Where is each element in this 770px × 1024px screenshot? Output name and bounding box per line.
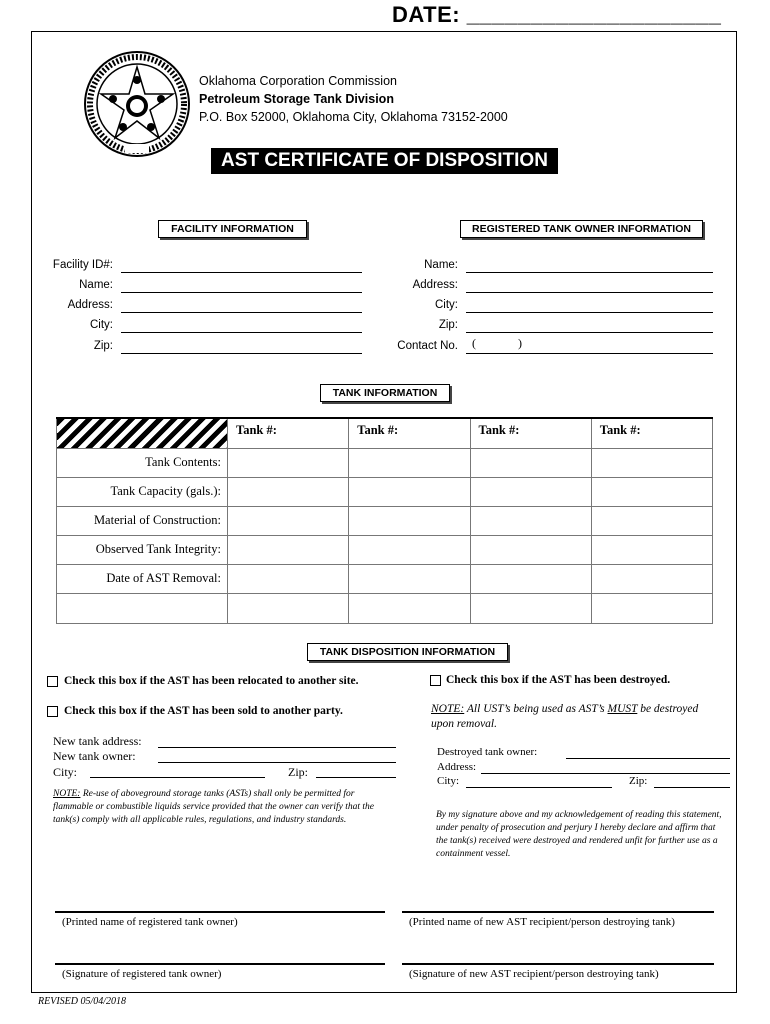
reuse-note-text: Re-use of aboveground storage tanks (ASTs) shall only be permitted for flammable or combustible liquids service provided that the owner can verify that the tank(s) comply with all applicable rules, regulations, and industry standards. bbox=[53, 789, 375, 825]
facility-zip-field[interactable] bbox=[121, 353, 362, 354]
tank-info-table bbox=[56, 417, 713, 624]
tank-column-header: Tank #: bbox=[470, 418, 591, 448]
destroyed-checkbox-label: Check this box if the AST has been destroyed. bbox=[446, 674, 671, 686]
destroyed-address-label: Address: bbox=[437, 761, 477, 773]
tank-column-header: Tank #: bbox=[228, 418, 349, 448]
printed-owner-name-label: (Printed name of registered tank owner) bbox=[62, 916, 238, 928]
owner-info-heading: REGISTERED TANK OWNER INFORMATION bbox=[460, 220, 703, 238]
new-tank-zip-field[interactable] bbox=[316, 777, 396, 778]
phone-area-code: ( ) bbox=[472, 336, 522, 350]
owner-city-label: City: bbox=[435, 299, 458, 311]
owner-contact-field[interactable] bbox=[466, 353, 713, 354]
owner-city-field[interactable] bbox=[466, 312, 713, 313]
tank-cell[interactable] bbox=[349, 448, 470, 477]
row-label-integrity: Observed Tank Integrity: bbox=[57, 535, 228, 564]
new-tank-address-field[interactable] bbox=[158, 747, 396, 748]
facility-name-field[interactable] bbox=[121, 292, 362, 293]
printed-recipient-name-label: (Printed name of new AST recipient/person destroying tank) bbox=[409, 916, 675, 928]
tank-cell[interactable] bbox=[591, 477, 712, 506]
destroyed-zip-field[interactable] bbox=[654, 787, 730, 788]
tank-cell[interactable] bbox=[349, 477, 470, 506]
tank-cell[interactable] bbox=[228, 448, 349, 477]
row-label-tank-capacity: Tank Capacity (gals.): bbox=[57, 477, 228, 506]
row-label-tank-contents: Tank Contents: bbox=[57, 448, 228, 477]
facility-id-label: Facility ID#: bbox=[52, 259, 113, 271]
table-row bbox=[57, 448, 713, 477]
facility-city-label: City: bbox=[90, 319, 113, 331]
tank-cell[interactable] bbox=[349, 506, 470, 535]
new-tank-city-label: City: bbox=[53, 765, 78, 779]
tank-cell[interactable] bbox=[349, 535, 470, 564]
printed-owner-name-line[interactable] bbox=[55, 911, 385, 913]
tank-cell[interactable] bbox=[228, 477, 349, 506]
tank-cell[interactable] bbox=[470, 535, 591, 564]
destroyed-city-label: City: bbox=[437, 775, 460, 787]
form-title: AST CERTIFICATE OF DISPOSITION bbox=[211, 148, 558, 174]
new-tank-city-field[interactable] bbox=[90, 777, 265, 778]
tank-cell[interactable] bbox=[591, 535, 712, 564]
facility-city-field[interactable] bbox=[121, 332, 362, 333]
tank-cell[interactable] bbox=[228, 564, 349, 593]
reuse-note-label: NOTE: bbox=[53, 789, 81, 799]
tank-cell[interactable] bbox=[470, 477, 591, 506]
row-label-material: Material of Construction: bbox=[57, 506, 228, 535]
owner-address-field[interactable] bbox=[466, 292, 713, 293]
revision-date: REVISED 05/04/2018 bbox=[38, 996, 127, 1007]
affirmation-statement: By my signature above and my acknowledgement of reading this statement, under penalty of prosecution and perjury I hereby declare and affirm that the tank(s) received were destroyed and rendered unfit for further use as a containment vessel. bbox=[436, 810, 722, 859]
destroyed-zip-label: Zip: bbox=[629, 775, 648, 787]
agency-block bbox=[199, 72, 508, 126]
hatched-cell bbox=[57, 418, 228, 448]
tank-cell[interactable] bbox=[228, 506, 349, 535]
date-field-label: DATE: ____________________ bbox=[392, 2, 722, 27]
facility-address-label: Address: bbox=[67, 299, 113, 311]
owner-name-field[interactable] bbox=[466, 272, 713, 273]
tank-cell[interactable] bbox=[591, 593, 712, 623]
owner-contact-label: Contact No. bbox=[397, 340, 458, 352]
recipient-signature-line[interactable] bbox=[402, 963, 714, 965]
facility-zip-label: Zip: bbox=[93, 340, 113, 352]
owner-signature-label: (Signature of registered tank owner) bbox=[62, 968, 222, 980]
tank-cell[interactable] bbox=[349, 593, 470, 623]
tank-column-header: Tank #: bbox=[349, 418, 470, 448]
tank-cell[interactable] bbox=[470, 593, 591, 623]
note-label: NOTE: bbox=[431, 703, 465, 715]
facility-info-heading: FACILITY INFORMATION bbox=[158, 220, 307, 238]
tank-cell[interactable] bbox=[591, 448, 712, 477]
owner-signature-line[interactable] bbox=[55, 963, 385, 965]
sold-checkbox[interactable] bbox=[47, 706, 58, 717]
note-must: MUST bbox=[607, 703, 638, 715]
printed-recipient-name-line[interactable] bbox=[402, 911, 714, 913]
agency-address: P.O. Box 52000, Oklahoma City, Oklahoma 73152-2000 bbox=[199, 110, 508, 124]
note-text-end: be destroyed upon removal. bbox=[431, 703, 699, 730]
destroyed-owner-label: Destroyed tank owner: bbox=[437, 746, 538, 758]
tank-cell[interactable] bbox=[228, 535, 349, 564]
tank-cell[interactable] bbox=[470, 506, 591, 535]
tank-cell[interactable] bbox=[349, 564, 470, 593]
agency-division: Petroleum Storage Tank Division bbox=[199, 92, 394, 106]
owner-zip-label: Zip: bbox=[438, 319, 458, 331]
table-row bbox=[57, 477, 713, 506]
sold-checkbox-label: Check this box if the AST has been sold to another party. bbox=[64, 705, 343, 717]
destroyed-checkbox[interactable] bbox=[430, 675, 441, 686]
facility-id-field[interactable] bbox=[121, 272, 362, 273]
destroyed-city-field[interactable] bbox=[466, 787, 612, 788]
table-row bbox=[57, 593, 713, 623]
facility-address-field[interactable] bbox=[121, 312, 362, 313]
ust-destroy-note bbox=[431, 702, 721, 732]
blank-cell bbox=[57, 593, 228, 623]
agency-name: Oklahoma Corporation Commission bbox=[199, 74, 397, 88]
row-label-removal-date: Date of AST Removal: bbox=[57, 564, 228, 593]
tank-column-header: Tank #: bbox=[591, 418, 712, 448]
note-text: All UST’s being used as AST’s bbox=[464, 703, 608, 715]
tank-info-heading: TANK INFORMATION bbox=[320, 384, 450, 402]
new-tank-owner-label: New tank owner: bbox=[53, 749, 136, 763]
state-seal-icon bbox=[83, 50, 191, 158]
reuse-note bbox=[53, 788, 393, 827]
tank-cell[interactable] bbox=[591, 564, 712, 593]
owner-address-label: Address: bbox=[412, 279, 458, 291]
tank-cell[interactable] bbox=[470, 564, 591, 593]
destroyed-owner-field[interactable] bbox=[566, 758, 730, 759]
disposition-heading: TANK DISPOSITION INFORMATION bbox=[307, 643, 508, 661]
tank-cell[interactable] bbox=[228, 593, 349, 623]
recipient-signature-label: (Signature of new AST recipient/person destroying tank) bbox=[409, 968, 659, 980]
table-row bbox=[57, 535, 713, 564]
relocated-checkbox[interactable] bbox=[47, 676, 58, 687]
tank-cell[interactable] bbox=[591, 506, 712, 535]
new-tank-address-label: New tank address: bbox=[53, 734, 142, 748]
new-tank-zip-label: Zip: bbox=[288, 765, 308, 779]
destroyed-address-field[interactable] bbox=[481, 773, 730, 774]
table-row bbox=[57, 506, 713, 535]
relocated-checkbox-label: Check this box if the AST has been relocated to another site. bbox=[64, 675, 359, 687]
owner-name-label: Name: bbox=[424, 259, 458, 271]
owner-zip-field[interactable] bbox=[466, 332, 713, 333]
facility-name-label: Name: bbox=[79, 279, 113, 291]
tank-cell[interactable] bbox=[470, 448, 591, 477]
new-tank-owner-field[interactable] bbox=[158, 762, 396, 763]
table-row bbox=[57, 564, 713, 593]
